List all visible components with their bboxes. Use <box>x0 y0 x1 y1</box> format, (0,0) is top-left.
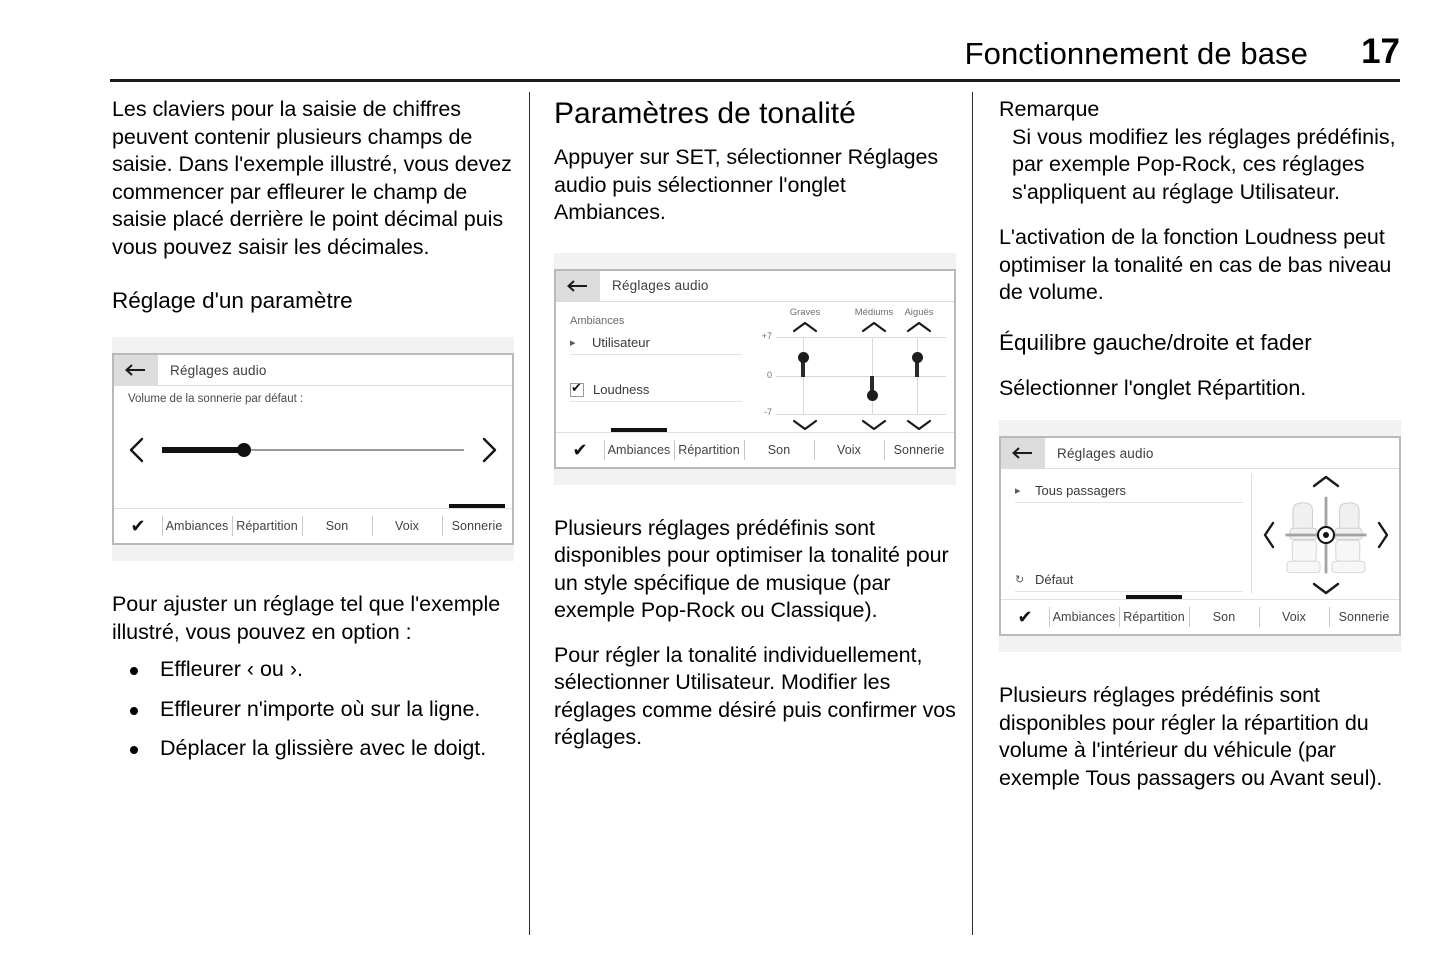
tab-repartition[interactable]: Répartition <box>674 433 744 467</box>
tab-voix[interactable]: Voix <box>814 433 884 467</box>
list-item: Effleurer ‹ ou ›. <box>112 656 514 684</box>
middle-intro-paragraph: Appuyer sur SET, sélectionner Réglages audio puis sélectionner l'onglet Ambiances. <box>554 145 939 224</box>
middle-column <box>554 96 956 752</box>
middle-presets-paragraph: Plusieurs réglages prédéfinis sont disponibles pour optimiser la tonalité pour un style spécifique de musique (par exemple Pop-Rock ou Classique). <box>554 515 949 622</box>
slider-handle[interactable] <box>237 443 251 457</box>
tab-repartition[interactable]: Répartition <box>232 509 302 543</box>
eq-handle-graves[interactable] <box>798 352 809 363</box>
column-divider-1 <box>529 92 530 935</box>
left-subheading: Réglage d'un paramètre <box>112 288 353 313</box>
tab-ambiances[interactable]: Ambiances <box>162 509 232 543</box>
tab-list <box>1049 600 1399 634</box>
figure-ringtone-volume <box>112 337 514 561</box>
ambiance-list-title: Ambiances <box>570 314 625 327</box>
eq-handle-aigues[interactable] <box>912 352 923 363</box>
distribution-list <box>1015 478 1243 503</box>
volume-slider-row <box>114 433 512 467</box>
balance-target-icon[interactable] <box>1317 526 1335 544</box>
tab-sonnerie[interactable]: Sonnerie <box>1329 600 1399 634</box>
tab-repartition[interactable]: Répartition <box>1119 600 1189 634</box>
tab-list <box>604 433 954 467</box>
hmi-screen-title: Réglages audio <box>170 362 267 378</box>
list-item: Déplacer la glissière avec le doigt. <box>112 735 514 763</box>
panel-divider <box>1251 474 1252 594</box>
figure-balance-fader <box>999 420 1401 652</box>
volume-caption: Volume de la sonnerie par défaut : <box>128 393 304 405</box>
equalizer <box>750 307 946 437</box>
eq-band-label: Graves <box>789 306 821 318</box>
adjust-options-list <box>112 656 514 763</box>
chevron-up-icon[interactable] <box>890 319 948 335</box>
header-rule <box>110 79 1400 82</box>
list-item-loudness[interactable] <box>570 379 742 402</box>
loudness-paragraph: L'activation de la fonction Loudness peut optimiser la tonalité en cas de bas niveau de volume. <box>999 225 1392 304</box>
chevron-down-icon[interactable] <box>776 419 834 431</box>
column-divider-2 <box>972 92 973 935</box>
reset-icon: ↻ <box>1015 573 1025 586</box>
page-header <box>110 32 1400 82</box>
eq-axis-bottom-label: -7 <box>763 406 772 417</box>
eq-band-label: Médiums <box>854 306 894 318</box>
checkmark-icon[interactable]: ✔ <box>130 516 146 536</box>
select-tab-paragraph: Sélectionner l'onglet Répartition. <box>999 375 1307 400</box>
distribution-paragraph: Plusieurs réglages prédéfinis sont disponibles pour régler la répartition du volume à l'intérieur du véhicule (par exemple Tous passagers ou Avant seul). <box>999 683 1383 790</box>
slider-fill <box>162 447 244 453</box>
hmi-screen-ringtone <box>112 353 514 545</box>
tab-son[interactable]: Son <box>302 509 372 543</box>
hmi-screen-title: Réglages audio <box>1057 445 1154 461</box>
chevron-right-icon[interactable] <box>466 437 512 463</box>
checkmark-icon[interactable]: ✔ <box>1017 607 1033 627</box>
eq-band-label: Aiguës <box>904 306 934 318</box>
right-column <box>999 96 1401 792</box>
note-text: Si vous modifiez les réglages prédéfinis, par exemple Pop-Rock, ces réglages s'appliquent au réglage Utilisateur. <box>1012 124 1396 204</box>
hmi-screen-balance <box>999 436 1401 636</box>
chevron-up-icon[interactable] <box>776 319 834 335</box>
chevron-left-icon[interactable] <box>1259 472 1279 598</box>
list-item-label: Tous passagers <box>1035 482 1127 498</box>
volume-slider[interactable] <box>162 447 464 453</box>
list-item: Effleurer n'importe où sur la ligne. <box>112 696 514 724</box>
eq-handle-mediums[interactable] <box>867 390 878 401</box>
eq-axis-top-label: +7 <box>761 330 772 341</box>
figure-tone-equalizer <box>554 253 956 485</box>
eq-gridline-bottom <box>776 414 946 415</box>
hmi-tab-bar <box>114 508 512 543</box>
list-item-label: Utilisateur <box>592 335 650 350</box>
hmi-screen-title: Réglages audio <box>612 278 709 293</box>
selected-marker-icon: ▸ <box>570 337 576 349</box>
tab-voix[interactable]: Voix <box>372 509 442 543</box>
ambiance-list <box>570 315 742 402</box>
list-item-utilisateur[interactable] <box>570 332 742 355</box>
hmi-title-bar <box>1001 438 1399 469</box>
chevron-left-icon[interactable] <box>114 437 160 463</box>
list-item-default[interactable] <box>1015 567 1243 592</box>
list-item-tous-passagers[interactable] <box>1015 478 1243 503</box>
back-arrow-icon[interactable] <box>556 271 600 301</box>
left-after-figure-paragraph: Pour ajuster un réglage tel que l'exemple illustré, vous pouvez en option : <box>112 592 501 644</box>
hmi-screen-tone <box>554 269 956 469</box>
section-heading-balance: Équilibre gauche/droite et fader <box>999 329 1312 355</box>
page-title: Fonctionnement de base <box>964 36 1308 71</box>
hmi-title-bar <box>114 355 512 386</box>
left-intro-paragraph: Les claviers pour la saisie de chiffres peuvent contenir plusieurs champs de saisie. Dans l'exemple illustré, vous devez commencer par effleurer le champ de saisie placé derrière le point décimal puis vous pouvez saisir les décimales. <box>112 97 512 259</box>
hmi-tab-bar <box>1001 599 1399 634</box>
back-arrow-icon[interactable] <box>1001 438 1045 468</box>
hmi-title-bar <box>556 271 954 302</box>
selected-marker-icon: ▸ <box>1015 484 1021 497</box>
list-item-label: Défaut <box>1035 571 1074 587</box>
chevron-right-icon[interactable] <box>1373 472 1393 598</box>
hmi-tab-bar <box>556 432 954 467</box>
note-label: Remarque <box>999 97 1100 121</box>
tab-sonnerie[interactable]: Sonnerie <box>884 433 954 467</box>
checkbox-loudness[interactable] <box>570 383 584 397</box>
tab-son[interactable]: Son <box>744 433 814 467</box>
tab-ambiances[interactable]: Ambiances <box>604 433 674 467</box>
eq-plot <box>761 330 946 417</box>
tab-sonnerie[interactable]: Sonnerie <box>442 509 512 543</box>
chevron-down-icon[interactable] <box>890 419 948 431</box>
balance-fader-control[interactable] <box>1259 472 1393 598</box>
section-heading-tonalite: Paramètres de tonalité <box>554 97 856 130</box>
tab-ambiances[interactable]: Ambiances <box>1049 600 1119 634</box>
middle-manual-paragraph: Pour régler la tonalité individuellement, sélectionner Utilisateur. Modifier les réglages comme désiré puis confirmer vos réglages. <box>554 642 956 749</box>
tab-voix[interactable]: Voix <box>1259 600 1329 634</box>
left-column <box>112 96 514 775</box>
tab-list <box>162 509 512 543</box>
eq-gridline-top <box>776 337 946 338</box>
page-number: 17 <box>1361 32 1400 71</box>
checkmark-icon[interactable]: ✔ <box>572 439 588 460</box>
list-item-label: Loudness <box>593 382 650 397</box>
tab-son[interactable]: Son <box>1189 600 1259 634</box>
eq-axis-mid-label: 0 <box>766 369 772 380</box>
back-arrow-icon[interactable] <box>114 355 158 385</box>
